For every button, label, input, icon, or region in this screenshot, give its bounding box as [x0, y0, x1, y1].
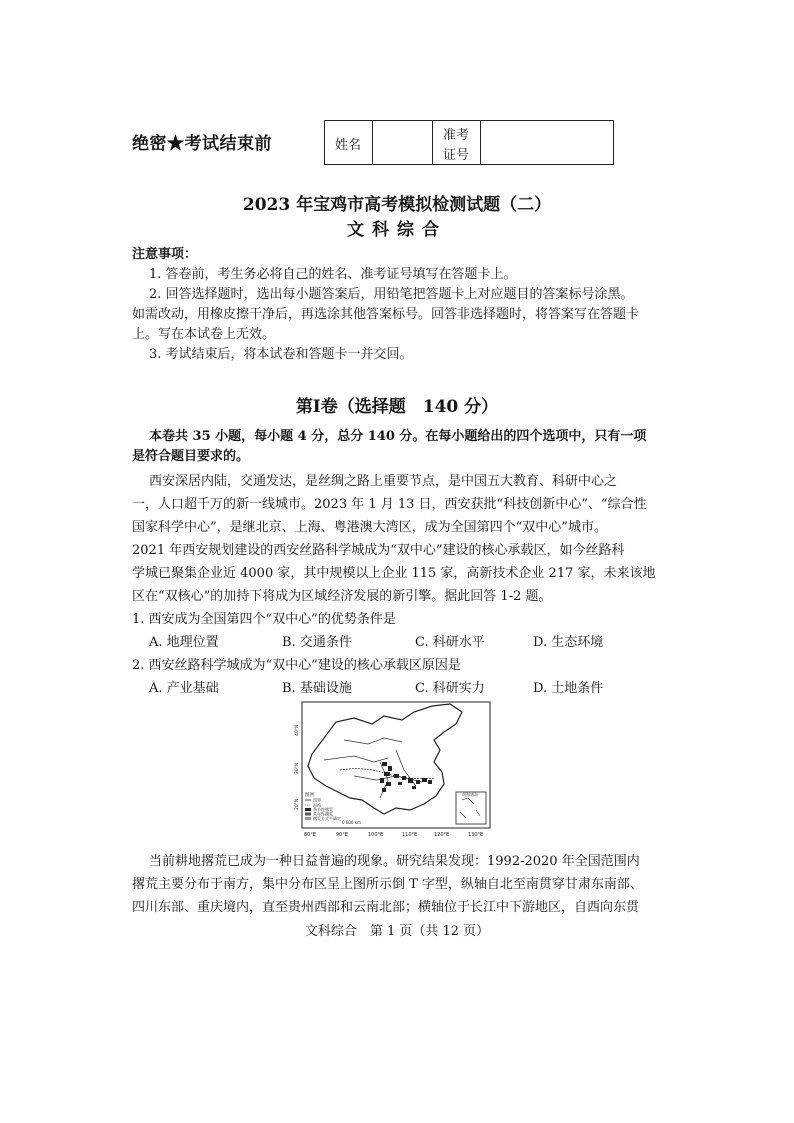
- question-1-option-a[interactable]: A. 地理位置: [149, 635, 219, 650]
- question-2-option-d[interactable]: D. 土地条件: [533, 681, 604, 696]
- lon-tick-130: 130°E: [468, 832, 484, 838]
- name-label-cell: [325, 121, 373, 164]
- legend-item-river: 河流: [313, 802, 321, 808]
- lon-tick-120: 120°E: [434, 832, 450, 838]
- inset-label: 南海诸岛: [462, 792, 478, 797]
- question-2-stem: 2. 西安丝路科学城成为“双中心”建设的核心承载区原因是: [132, 658, 461, 673]
- question-1-stem: 1. 西安成为全国第四个“双中心”的优势条件是: [132, 612, 396, 627]
- legend-item-uncertain: 撂荒方式不确定: [313, 816, 341, 821]
- question-1-option-b[interactable]: B. 交通条件: [282, 635, 352, 650]
- question-1-option-c[interactable]: C. 科研水平: [415, 635, 485, 650]
- legend-uncertain-swatch: [305, 817, 311, 820]
- notice-item-2-line1: 2. 回答选择题时，选出每小题答案后，用铅笔把答题卡上对应题目的答案标号涂黑。: [149, 287, 634, 302]
- passage1-line2: 一，人口超千万的新一线城市。2023 年 1 月 13 日，西安获批“科技创新中心”、“综合性: [132, 497, 647, 512]
- exam-title: 2023 年宝鸡市高考模拟检测试题（二）: [242, 195, 552, 215]
- lon-tick-80: 80°E: [304, 832, 317, 838]
- passage1-line6: 区在“双核心”的加持下将成为区域经济发展的新引擎。据此回答 1-2 题。: [132, 589, 552, 604]
- passage2-line2: 撂荒主要分布于南方，集中分布区呈上图所示倒 T 字型，纵轴自北至南贯穿甘肃东南部、: [132, 877, 643, 892]
- legend-item-border: 国界: [313, 797, 321, 803]
- question-1-option-d[interactable]: D. 生态环境: [533, 635, 604, 650]
- abandoned-farmland-map: [284, 700, 496, 840]
- question-2-option-a[interactable]: A. 产业基础: [149, 681, 219, 696]
- question-2-option-c[interactable]: C. 科研实力: [415, 681, 485, 696]
- notice-heading: 注意事项：: [132, 247, 198, 262]
- passage1-line4: 2021 年西安规划建设的西安丝路科学城成为“双中心”建设的核心承载区，如今丝路科: [132, 543, 625, 558]
- lon-tick-110: 110°E: [402, 832, 418, 838]
- legend-item-seasonal: 季节性撂荒: [313, 807, 333, 812]
- scale-bar-label: 0 600 km: [342, 820, 361, 825]
- id-field[interactable]: [481, 121, 613, 164]
- page-footer: 文科综合 第 1 页（共 12 页）: [304, 924, 490, 939]
- intro-line2: 是符合题目要求的。: [132, 449, 250, 464]
- passage1-line1: 西安深居内陆，交通发达，是丝绸之路上重要节点，是中国五大教育、科研中心之: [149, 474, 618, 489]
- passage2-line1: 当前耕地撂荒已成为一种日益普遍的现象。研究结果发现：1992-2020 年全国范围内: [149, 854, 640, 869]
- name-field[interactable]: [373, 121, 433, 164]
- lat-tick-40: 40°N: [295, 724, 300, 736]
- notice-item-1: 1. 答卷前，考生务必将自己的姓名、准考证号填写在答题卡上。: [149, 267, 517, 282]
- legend-item-yearround: 常年性撂荒: [313, 811, 333, 817]
- name-label: 姓名: [335, 138, 362, 153]
- id-label-cell: [433, 121, 481, 164]
- notice-item-2-line3: 上。写在本试卷上无效。: [132, 327, 276, 342]
- classified-label: 绝密★考试结束前: [132, 134, 272, 154]
- exam-subtitle: 文科综合: [347, 220, 447, 240]
- question-2-option-b[interactable]: B. 基础设施: [282, 681, 352, 696]
- legend-title: 图例: [305, 793, 314, 798]
- notice-item-2-line2: 如需改动，用橡皮擦干净后，再选涂其他答案标号。回答非选择题时，将答案写在答题卡: [132, 307, 640, 322]
- candidate-info-box: [324, 120, 614, 165]
- lat-tick-30: 30°N: [295, 762, 300, 774]
- passage2-line3: 四川东部、重庆境内，直至贵州西部和云南北部；横轴位于长江中下游地区，自西向东贯: [132, 900, 640, 915]
- id-label-line2: 证号: [443, 148, 470, 163]
- passage1-line5: 学城已聚集企业近 4000 家，其中规模以上企业 115 家，高新技术企业 217 家，未来该地: [132, 566, 656, 581]
- lon-tick-90: 90°E: [336, 832, 349, 838]
- intro-line1: 本卷共 35 小题，每小题 4 分，总分 140 分。在每小题给出的四个选项中，只有一项: [149, 429, 647, 444]
- section-title: 第Ⅰ卷（选择题 140 分）: [295, 397, 499, 417]
- id-label-line1: 准考: [443, 128, 470, 143]
- legend-seasonal-swatch: [305, 808, 311, 811]
- passage1-line3: 国家科学中心”，是继北京、上海、粤港澳大湾区，成为全国第四个“双中心”城市。: [132, 520, 607, 535]
- legend-yearround-swatch: [305, 813, 311, 816]
- notice-item-3: 3. 考试结束后，将本试卷和答题卡一并交回。: [149, 347, 413, 362]
- lat-tick-20: 20°N: [295, 798, 300, 810]
- lon-tick-100: 100°E: [368, 832, 384, 838]
- china-map-figure: [284, 700, 496, 840]
